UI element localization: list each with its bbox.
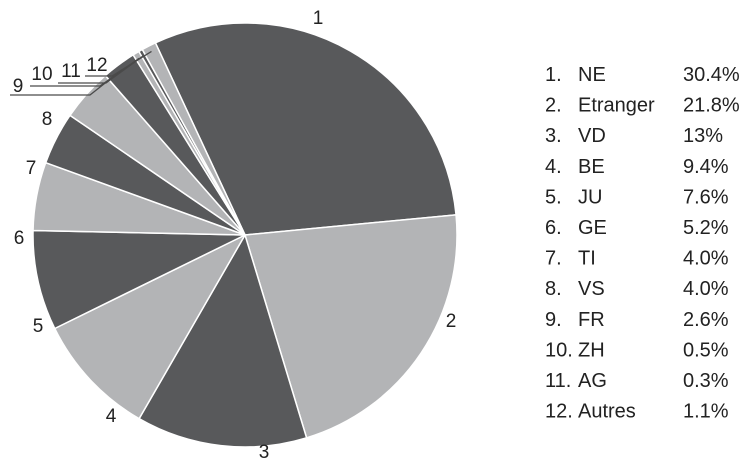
slice-number-label: 12: [86, 55, 108, 76]
legend-category: VD: [578, 125, 606, 148]
slice-number-label: 9: [12, 76, 24, 97]
legend-value: 13%: [683, 125, 724, 148]
legend-value: 1.1%: [683, 400, 729, 423]
slice-number-label: 1: [312, 8, 324, 29]
legend-row: [545, 370, 729, 392]
legend-index: 6.: [545, 217, 562, 239]
legend-index: 1.: [545, 64, 562, 86]
legend-row: [545, 64, 740, 86]
legend-index: 7.: [545, 247, 562, 270]
legend-category: JU: [578, 186, 603, 209]
legend-index: 9.: [545, 308, 562, 331]
legend-category: FR: [578, 308, 605, 331]
legend-value: 7.6%: [683, 186, 729, 209]
slice-number-label: 2: [445, 311, 457, 332]
legend-index: 2.: [545, 94, 562, 117]
legend-value: 0.5%: [683, 339, 729, 362]
legend-category: TI: [578, 247, 596, 270]
legend-value: 4.0%: [683, 247, 729, 270]
legend-row: [545, 125, 723, 147]
slice-number-label: 5: [32, 316, 44, 337]
legend-index: 12.: [545, 400, 573, 423]
slice-number-label: 6: [13, 228, 25, 249]
legend-row: [545, 186, 729, 208]
slice-number-label: 11: [61, 61, 81, 82]
legend-row: [545, 278, 729, 300]
slice-number-label: 8: [41, 109, 53, 130]
legend-row: [545, 248, 729, 270]
legend-row: [545, 339, 729, 361]
legend-row: [545, 217, 729, 239]
legend-category: ZH: [578, 339, 605, 362]
legend-index: 10.: [545, 339, 573, 362]
legend-row: [545, 309, 729, 331]
slice-number-label: 3: [258, 442, 270, 463]
legend-row: [545, 156, 729, 178]
legend-value: 2.6%: [683, 308, 729, 331]
slice-number-label: 4: [105, 406, 117, 427]
legend: [545, 64, 740, 423]
legend-value: 21.8%: [683, 94, 740, 117]
legend-value: 4.0%: [683, 278, 729, 301]
legend-category: Etranger: [578, 94, 655, 117]
legend-value: 0.3%: [683, 370, 729, 392]
legend-index: 8.: [545, 278, 562, 301]
slice-number-label: 7: [25, 158, 37, 179]
legend-row: [545, 401, 729, 423]
legend-value: 30.4%: [683, 64, 740, 86]
legend-category: NE: [578, 64, 606, 86]
legend-index: 4.: [545, 155, 562, 178]
legend-index: 3.: [545, 125, 562, 148]
slice-number-label: 10: [31, 64, 53, 85]
legend-category: VS: [578, 278, 605, 301]
legend-category: Autres: [578, 400, 636, 423]
legend-row: [545, 95, 740, 117]
legend-category: AG: [578, 370, 607, 392]
legend-category: GE: [578, 217, 607, 239]
legend-value: 9.4%: [683, 155, 729, 178]
legend-index: 11.: [545, 370, 572, 392]
legend-index: 5.: [545, 186, 562, 209]
legend-value: 5.2%: [683, 217, 729, 239]
legend-category: BE: [578, 155, 605, 178]
